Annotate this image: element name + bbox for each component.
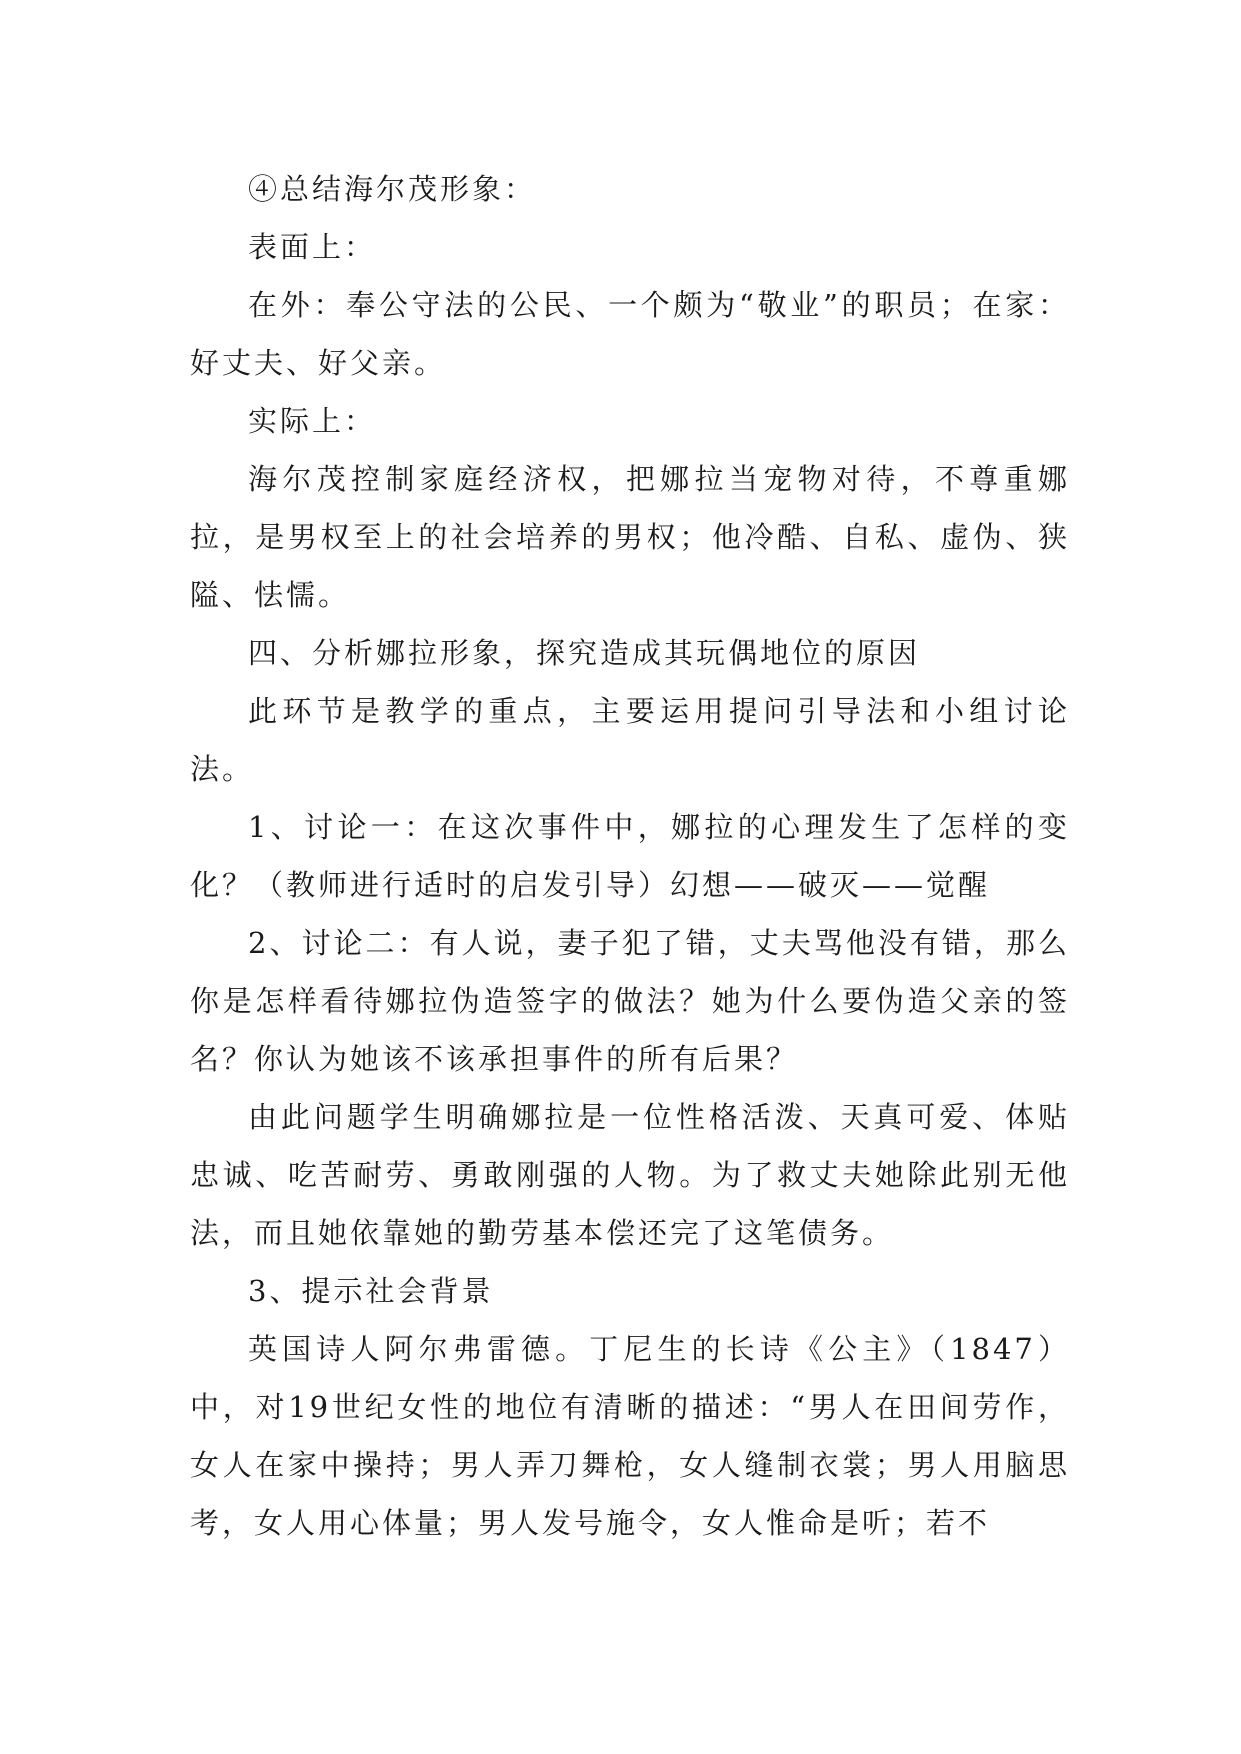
paragraph-social-background-heading: 3、提示社会背景 (248, 1274, 494, 1308)
paragraph-summary-heading: ④总结海尔茂形象： (248, 172, 537, 206)
paragraph-discussion-two: 2、讨论二：有人说，妻子犯了错，丈夫骂他没有错，那么你是怎样看待娜拉伪造签字的做法？她为什么要伪造父亲的签名？你认为她该不该承担事件的所有后果？ (190, 926, 1070, 1076)
body-text (190, 160, 1070, 1552)
paragraph-discussion-one: 1、讨论一：在这次事件中，娜拉的心理发生了怎样的变化？（教师进行适时的启发引导）幻想——破灭——觉醒 (190, 810, 1070, 902)
paragraph-tennyson-quote: 英国诗人阿尔弗雷德。丁尼生的长诗《公主》（1847）中，对19世纪女性的地位有清晰的描述：“男人在田间劳作，女人在家中操持；男人弄刀舞枪，女人缝制衣裳；男人用脑思考，女人用心体量；男人发号施令，女人惟命是听；若不 (190, 1332, 1070, 1540)
paragraph-surface-detail: 在外：奉公守法的公民、一个颇为“敬业”的职员；在家：好丈夫、好父亲。 (190, 288, 1070, 380)
paragraph-method: 此环节是教学的重点，主要运用提问引导法和小组讨论法。 (190, 694, 1070, 786)
paragraph-actual-detail: 海尔茂控制家庭经济权，把娜拉当宠物对待，不尊重娜拉，是男权至上的社会培养的男权；他冷酷、自私、虚伪、狭隘、怯懦。 (190, 462, 1070, 612)
paragraph-actual-label: 实际上： (248, 404, 377, 438)
paragraph-nora-traits: 由此问题学生明确娜拉是一位性格活泼、天真可爱、体贴忠诚、吃苦耐劳、勇敢刚强的人物。为了救丈夫她除此别无他法，而且她依靠她的勤劳基本偿还完了这笔债务。 (190, 1100, 1070, 1250)
paragraph-surface-label: 表面上： (248, 230, 377, 264)
section-heading-four: 四、分析娜拉形象，探究造成其玩偶地位的原因 (248, 636, 921, 670)
